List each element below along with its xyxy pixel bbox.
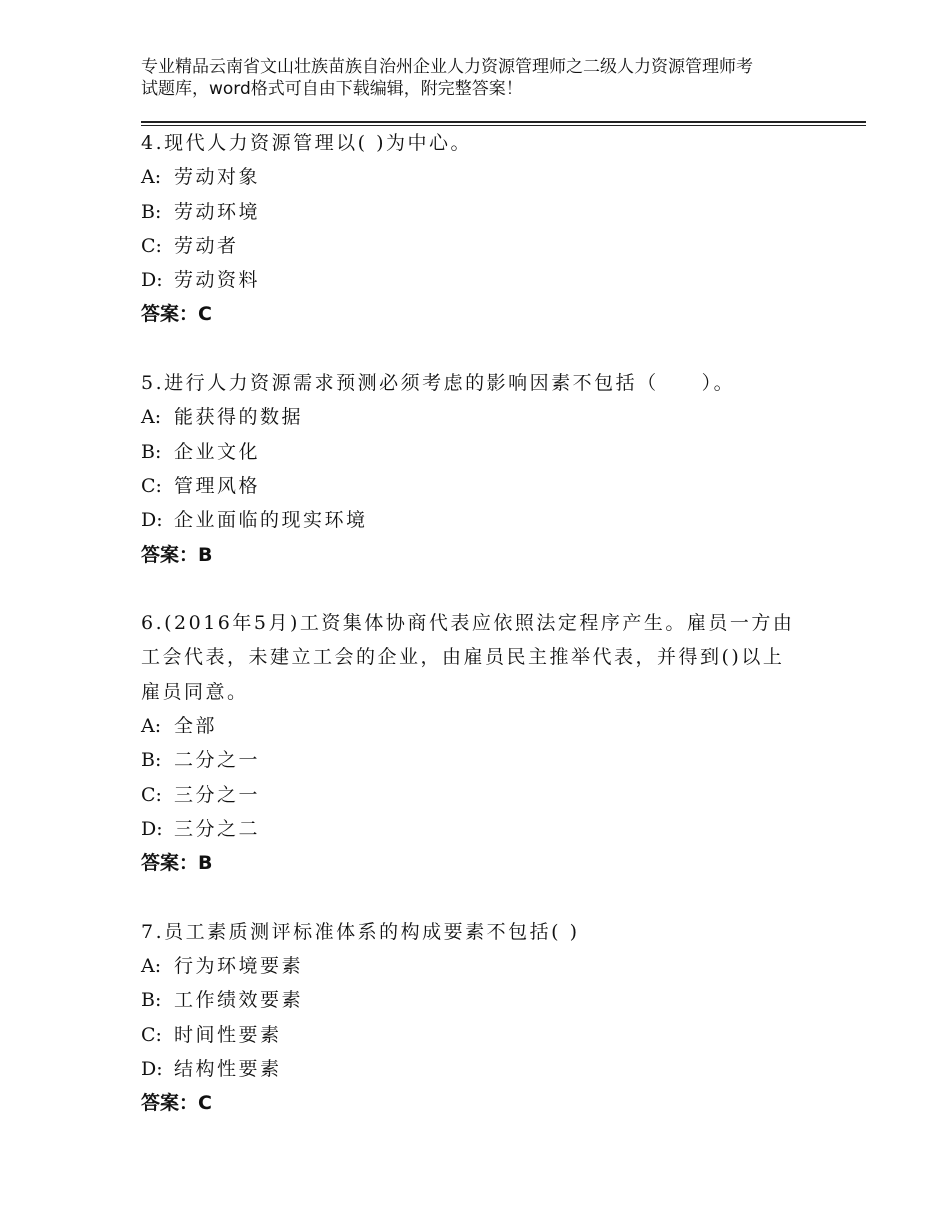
- document-header: [141, 56, 831, 100]
- question-text: 雇员同意。: [141, 680, 249, 703]
- option-letter: B:: [141, 200, 162, 223]
- option-text: 企业文化: [174, 440, 261, 463]
- answer-option: [141, 435, 841, 469]
- answer-option: [141, 778, 841, 812]
- option-text: 管理风格: [174, 474, 261, 497]
- option-text: 三分之一: [174, 783, 261, 806]
- question-text: 7.员工素质测评标准体系的构成要素不包括( ): [141, 920, 580, 943]
- option-letter: A:: [141, 715, 162, 738]
- option-letter: D:: [141, 817, 163, 840]
- option-text: 劳动环境: [174, 200, 261, 223]
- option-text: 三分之二: [174, 817, 261, 840]
- answer-key: 答案：B: [141, 852, 213, 875]
- option-letter: D:: [141, 1058, 163, 1081]
- question-block: [141, 126, 841, 366]
- option-text: 工作绩效要素: [174, 989, 304, 1012]
- question-text: 工会代表，未建立工会的企业，由雇员民主推举代表，并得到()以上: [141, 646, 785, 669]
- answer-option: [141, 195, 841, 229]
- question-text: 6.(2016年5月)工资集体协商代表应依照法定程序产生。雇员一方由: [141, 612, 795, 635]
- question-block: [141, 915, 841, 1121]
- answer-option: [141, 709, 841, 743]
- answer-option: [141, 469, 841, 503]
- option-text: 劳动对象: [174, 166, 261, 189]
- option-text: 行为环境要素: [174, 955, 304, 978]
- option-letter: D:: [141, 509, 163, 532]
- option-text: 能获得的数据: [174, 406, 304, 429]
- answer-option: [141, 983, 841, 1017]
- option-text: 企业面临的现实环境: [174, 509, 368, 532]
- question-text: 4.现代人力资源管理以( )为中心。: [141, 132, 472, 154]
- question-text: 5.进行人力资源需求预测必须考虑的影响因素不包括（ ）。: [141, 372, 736, 395]
- answer-option: [141, 743, 841, 777]
- answer-option: [141, 1052, 841, 1086]
- option-letter: C:: [141, 1023, 162, 1046]
- question-spacer: [141, 572, 841, 606]
- question-block: [141, 606, 841, 915]
- option-letter: B:: [141, 989, 162, 1012]
- question-spacer: [141, 332, 841, 366]
- answer-key: 答案：C: [141, 303, 212, 326]
- option-letter: C:: [141, 783, 162, 806]
- header-line-2: 试题库，word格式可自由下载编辑，附完整答案！: [141, 79, 523, 99]
- option-text: 二分之一: [174, 749, 261, 772]
- option-text: 劳动者: [174, 234, 239, 257]
- answer-option: [141, 160, 841, 194]
- option-letter: D:: [141, 269, 163, 292]
- option-text: 全部: [174, 715, 218, 738]
- answer-key: 答案：B: [141, 543, 213, 566]
- option-letter: A:: [141, 955, 162, 978]
- option-text: 结构性要素: [174, 1058, 282, 1081]
- question-spacer: [141, 881, 841, 915]
- option-letter: C:: [141, 474, 162, 497]
- answer-option: [141, 1018, 841, 1052]
- answer-option: [141, 263, 841, 297]
- question-list: [141, 126, 841, 1121]
- option-letter: B:: [141, 749, 162, 772]
- header-divider-thick: [141, 121, 866, 123]
- question-block: [141, 366, 841, 606]
- answer-option: [141, 400, 841, 434]
- answer-option: [141, 812, 841, 846]
- answer-key: 答案：C: [141, 1092, 212, 1115]
- option-text: 时间性要素: [174, 1023, 282, 1046]
- answer-option: [141, 949, 841, 983]
- answer-option: [141, 229, 841, 263]
- option-letter: B:: [141, 440, 162, 463]
- header-line-1: 专业精品云南省文山壮族苗族自治州企业人力资源管理师之二级人力资源管理师考: [141, 57, 753, 77]
- option-letter: C:: [141, 234, 162, 257]
- option-letter: A:: [141, 166, 162, 189]
- answer-option: [141, 503, 841, 537]
- option-text: 劳动资料: [174, 269, 261, 292]
- option-letter: A:: [141, 406, 162, 429]
